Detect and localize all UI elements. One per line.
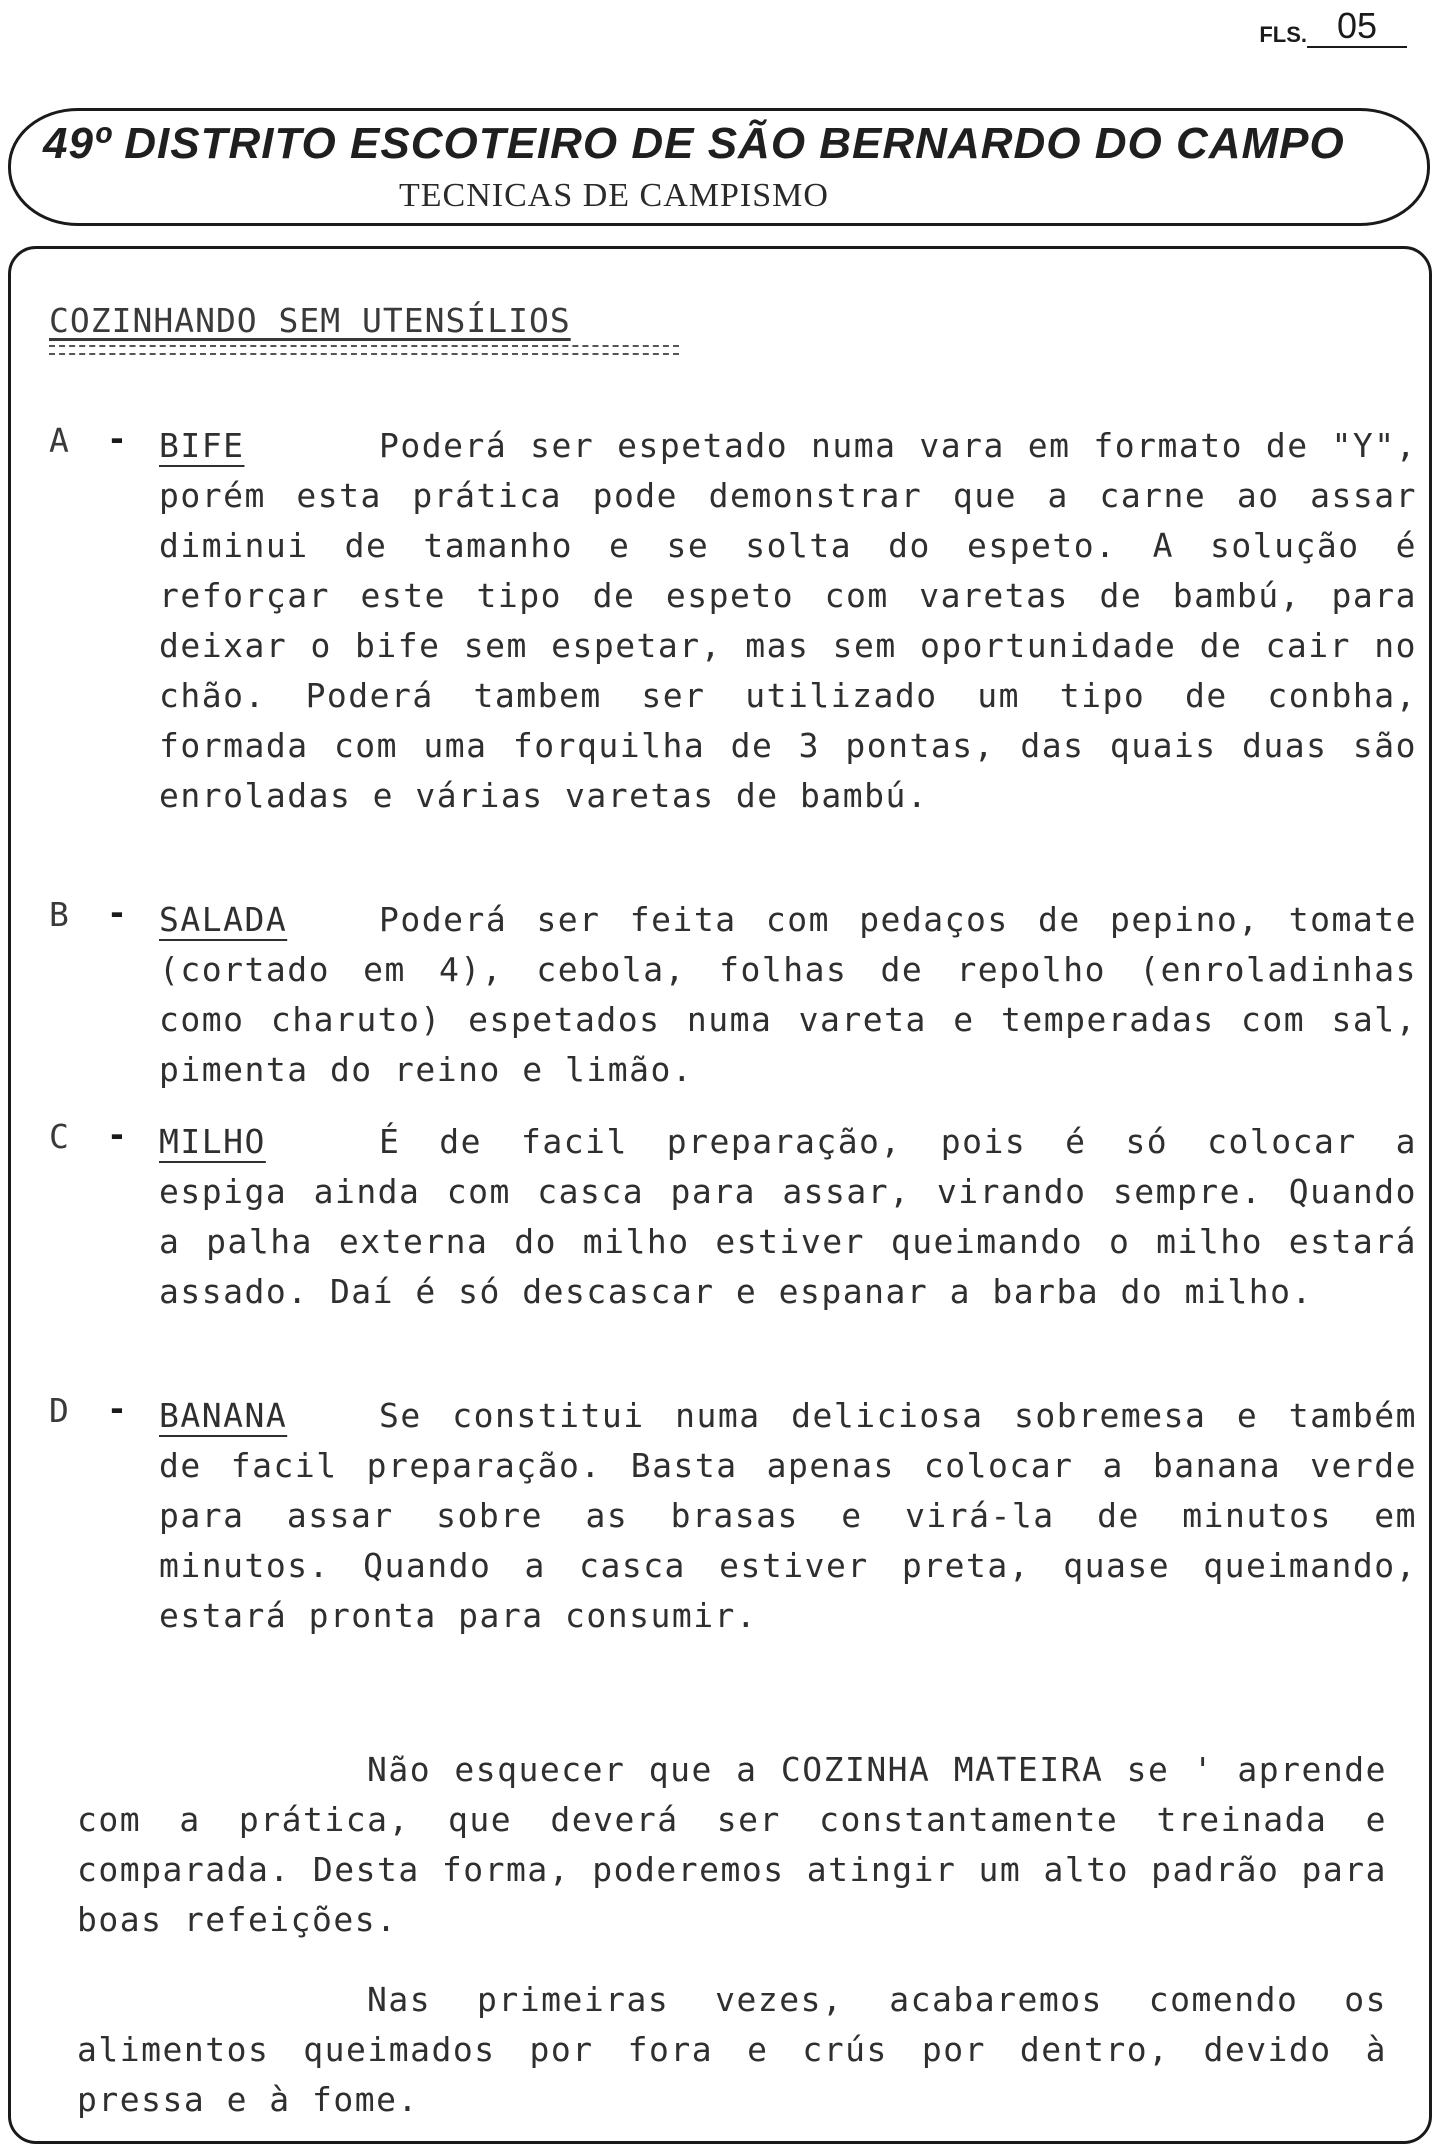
- item-text: Poderá ser espetado numa vara em formato de "Y", porém esta prática pode demonstrar que a carne ao assar diminui de tamanho e se solta do espeto. A solução é reforçar este tipo de espeto com varetas de bambú, para deixar o bife sem espetar, mas sem oportunidade de cair no chão. Poderá tambem ser utilizado um tipo de conbha, formada com uma forquilha de 3 pontas, das quais duas são enroladas e várias varetas de bambú.: [159, 426, 1417, 815]
- item-body: [159, 1117, 1417, 1317]
- item-text: É de facil preparação, pois é só colocar a espiga ainda com casca para assar, virando sempre. Quando a palha externa do milho estiver queimando o milho estará assado. Daí é só descascar e espanar a barba do milho.: [159, 1122, 1417, 1311]
- section-title-text: COZINHANDO SEM UTENSÍLIOS: [49, 301, 571, 340]
- item-body: [159, 421, 1417, 821]
- item-heading: SALADA: [159, 900, 288, 939]
- item-dash: -: [107, 1389, 127, 1428]
- item-dash: -: [107, 419, 127, 458]
- closing-paragraph: Nas primeiras vezes, acabaremos comendo os alimentos queimados por fora e crús por dentro, devido à pressa e à fome.: [77, 1980, 1387, 2119]
- item-body: [159, 1391, 1417, 1641]
- item-letter: A: [49, 421, 69, 460]
- header-subtitle: TECNICAS DE CAMPISMO: [399, 177, 829, 214]
- page-number-value: 05: [1307, 6, 1407, 48]
- closing-paragraph: Não esquecer que a COZINHA MATEIRA se ' aprende com a prática, que deverá ser constantamente treinada e comparada. Desta forma, poderemos atingir um alto padrão para boas refeições.: [77, 1750, 1387, 1939]
- item-letter: C: [49, 1117, 69, 1156]
- item-dash: -: [107, 1115, 127, 1154]
- header-title: 49º DISTRITO ESCOTEIRO DE SÃO BERNARDO DO CAMPO: [43, 119, 1345, 168]
- content-frame: [8, 246, 1432, 2144]
- item-text: Se constitui numa deliciosa sobremesa e também de facil preparação. Basta apenas colocar a banana verde para assar sobre as brasas e virá-la de minutos em minutos. Quando a casca estiver preta, quase queimando, estará pronta para consumir.: [159, 1396, 1417, 1635]
- item-text: Poderá ser feita com pedaços de pepino, tomate (cortado em 4), cebola, folhas de repolho (enroladinhas como charuto) espetados numa vareta e temperadas com sal, pimenta do reino e limão.: [159, 900, 1417, 1089]
- item-heading: BIFE: [159, 426, 245, 465]
- item-dash: -: [107, 893, 127, 932]
- section-title: [49, 301, 571, 340]
- item-heading: MILHO: [159, 1122, 266, 1161]
- item-letter: D: [49, 1391, 69, 1430]
- item-letter: B: [49, 895, 69, 934]
- item-heading: BANANA: [159, 1396, 288, 1435]
- section-title-double-rule: [49, 345, 679, 355]
- page-number: [1259, 6, 1407, 48]
- document-header: [8, 108, 1430, 226]
- page-number-label: FLS.: [1259, 22, 1307, 47]
- item-body: [159, 895, 1417, 1095]
